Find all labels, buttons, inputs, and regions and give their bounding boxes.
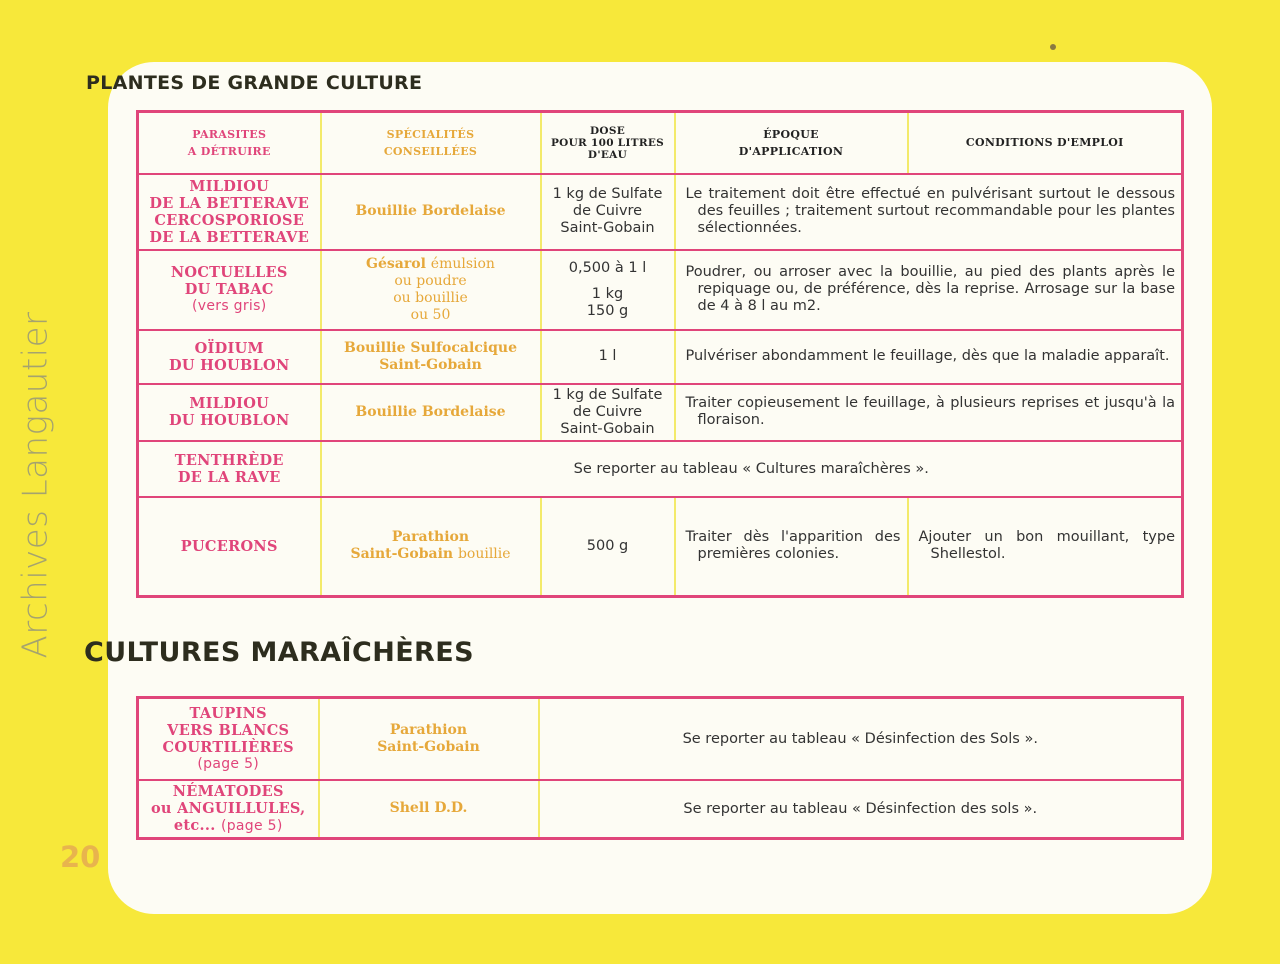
specialite-cell: Parathion Saint-Gobain bouillie bbox=[321, 497, 541, 597]
table-row bbox=[138, 441, 1183, 497]
parasite-cell: OÏDIUM DU HOUBLON bbox=[138, 330, 321, 384]
specialite-cell: Bouillie Bordelaise bbox=[321, 174, 541, 250]
conditions-cell: Poudrer, ou arroser avec la bouillie, au pied des plants après le repiquage ou, de préférence, dès la reprise. Arrosage sur la base de 4 à 8 l au m2. bbox=[675, 250, 1183, 330]
parasite-cell: MILDIOU DU HOUBLON bbox=[138, 384, 321, 441]
dose-cell: 0,500 à 1 l 1 kg 150 g bbox=[541, 250, 675, 330]
table-row bbox=[138, 384, 1183, 441]
conditions-cell: Ajouter un bon mouillant, type Shellestol. bbox=[908, 497, 1183, 597]
specialite-cell: Shell D.D. bbox=[319, 780, 539, 839]
reference-cell: Se reporter au tableau « Cultures maraîchères ». bbox=[321, 441, 1183, 497]
reference-cell: Se reporter au tableau « Désinfection des sols ». bbox=[539, 780, 1183, 839]
specialite-cell: Bouillie Bordelaise bbox=[321, 384, 541, 441]
header-specialites: SPÉCIALITÉS CONSEILLÉES bbox=[321, 112, 541, 174]
parasite-cell: PUCERONS bbox=[138, 497, 321, 597]
conditions-cell: Le traitement doit être effectué en pulvérisant surtout le dessous des feuilles ; traitement surtout recommandable pour les plantes sélectionnées. bbox=[675, 174, 1183, 250]
table-row bbox=[138, 174, 1183, 250]
table-row bbox=[138, 497, 1183, 597]
epoque-cell: Traiter dès l'apparition des premières colonies. bbox=[675, 497, 908, 597]
parasite-cell: NOCTUELLES DU TABAC (vers gris) bbox=[138, 250, 321, 330]
table-grande-culture bbox=[136, 110, 1184, 598]
section-title-maraicheres: CULTURES MARAÎCHÈRES bbox=[84, 637, 474, 668]
table-header-row bbox=[138, 112, 1183, 174]
parasite-cell: TAUPINS VERS BLANCS COURTILIÈRES (page 5) bbox=[138, 698, 319, 780]
table-row bbox=[138, 250, 1183, 330]
conditions-cell: Traiter copieusement le feuillage, à plusieurs reprises et jusqu'à la floraison. bbox=[675, 384, 1183, 441]
table-maraicheres bbox=[136, 696, 1184, 840]
dose-cell: 1 l bbox=[541, 330, 675, 384]
dose-cell: 1 kg de Sulfate de Cuivre Saint-Gobain bbox=[541, 174, 675, 250]
table-row bbox=[138, 698, 1183, 780]
section-title-grande-culture: PLANTES DE GRANDE CULTURE bbox=[86, 72, 423, 94]
header-dose: DOSE POUR 100 LITRES D'EAU bbox=[541, 112, 675, 174]
table-row bbox=[138, 780, 1183, 839]
header-conditions: CONDITIONS D'EMPLOI bbox=[908, 112, 1183, 174]
print-speck bbox=[1050, 44, 1056, 50]
parasite-cell: NÉMATODES ou ANGUILLULES, etc... (page 5) bbox=[138, 780, 319, 839]
specialite-cell: Bouillie Sulfocalcique Saint-Gobain bbox=[321, 330, 541, 384]
dose-cell: 500 g bbox=[541, 497, 675, 597]
table-row bbox=[138, 330, 1183, 384]
header-epoque: ÉPOQUE D'APPLICATION bbox=[675, 112, 908, 174]
page-number: 20 bbox=[60, 840, 101, 874]
conditions-cell: Pulvériser abondamment le feuillage, dès que la maladie apparaît. bbox=[675, 330, 1183, 384]
specialite-cell: Parathion Saint-Gobain bbox=[319, 698, 539, 780]
watermark bbox=[14, 300, 58, 670]
header-parasites: PARASITES A DÉTRUIRE bbox=[138, 112, 321, 174]
watermark-text: Archives Langautier bbox=[16, 311, 56, 659]
dose-cell: 1 kg de Sulfate de Cuivre Saint-Gobain bbox=[541, 384, 675, 441]
specialite-cell: Gésarol émulsion ou poudre ou bouillie ou 50 bbox=[321, 250, 541, 330]
reference-cell: Se reporter au tableau « Désinfection des Sols ». bbox=[539, 698, 1183, 780]
parasite-cell: TENTHRÈDE DE LA RAVE bbox=[138, 441, 321, 497]
parasite-cell: MILDIOU DE LA BETTERAVE CERCOSPORIOSE DE LA BETTERAVE bbox=[138, 174, 321, 250]
